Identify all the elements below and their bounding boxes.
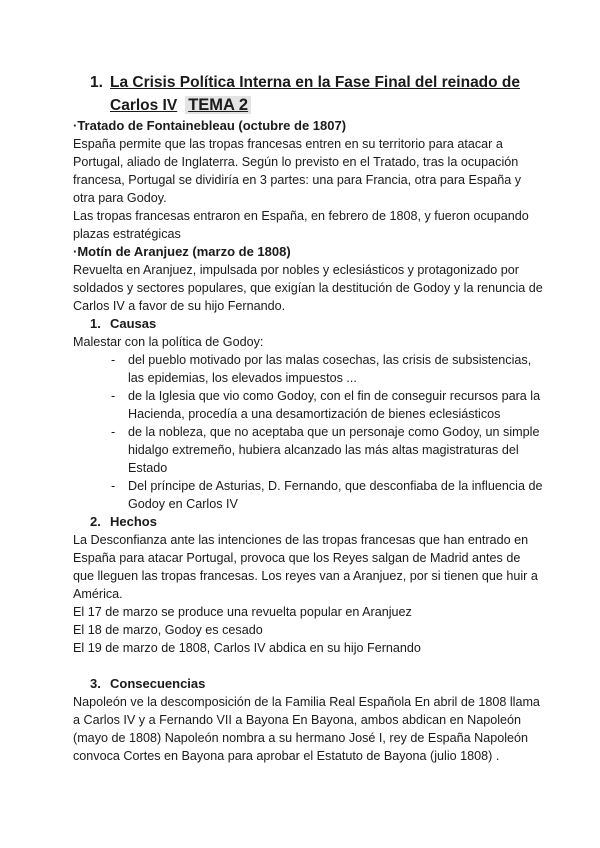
consecuencias-heading [90,675,543,693]
hechos-line-2: El 18 de marzo, Godoy es cesado [73,623,263,637]
hechos-heading [90,513,543,531]
consecuencias-heading-text: Consecuencias [110,676,206,691]
hechos-line-3: El 19 de marzo de 1808, Carlos IV abdica en su hijo Fernando [73,641,421,655]
hechos-number: 2. [90,514,101,529]
list-item: - de la nobleza, que no aceptaba que un personaje como Godoy, un simple hidalgo extremeño, hubiera alcanzado las más altas magistraturas del Estado [111,423,543,477]
title-number: 1. [90,74,103,91]
causas-intro: Malestar con la política de Godoy: [73,335,264,349]
consecuencias-paragraph: Napoleón ve la descomposición de la Familia Real Española En abril de 1808 llama a Carlos IV y a Fernando VII a Bayona En Bayona, ambos abdican en Napoleón (mayo de 1808) Napoleón nombra a su hermano José I, rey de España Napoleón convoca Cortes en Bayona para aprobar el Estatuto de Bayona (julio 1808) . [73,695,540,763]
list-item: - de la Iglesia que vio como Godoy, con el fin de conseguir recursos para la Hacienda, procedía a una desamortización de bienes eclesiásticos [111,387,543,423]
document-title [90,72,543,117]
tratado-paragraph-2: Las tropas francesas entraron en España, en febrero de 1808, y fueron ocupando plazas estratégicas [73,209,529,241]
hechos-line-1: El 17 de marzo se produce una revuelta popular en Aranjuez [73,605,412,619]
tratado-heading: ·Tratado de Fontainebleau (octubre de 1807) [73,118,347,133]
tema-badge: TEMA 2 [185,96,251,114]
causas-heading-text: Causas [110,316,157,331]
causas-list [73,351,543,513]
motin-heading: ·Motín de Aranjuez (marzo de 1808) [73,244,291,259]
title-text-content: La Crisis Política Interna en la Fase Final del reinado de Carlos IV [110,74,521,114]
causas-number: 1. [90,316,101,331]
spacer [73,657,543,675]
consecuencias-number: 3. [90,676,101,691]
hechos-paragraph: La Desconfianza ante las intenciones de las tropas francesas que han entrado en España para atacar Portugal, provoca que los Reyes salgan de Madrid antes de que lleguen las tropas francesas. Los reyes van a Aranjuez, por si tienen que huir a América. [73,533,538,601]
causas-heading [90,315,543,333]
document-page [73,72,543,765]
list-item: - Del príncipe de Asturias, D. Fernando, que desconfiaba de la influencia de Godoy en Carlos IV [111,477,543,513]
tratado-paragraph-1: España permite que las tropas francesas entren en su territorio para atacar a Portugal, aliado de Inglaterra. Según lo previsto en el Tratado, tras la ocupación francesa, Portugal se dividiría en 3 partes: una para Francia, otra para España y otra para Godoy. [73,137,522,205]
motin-paragraph: Revuelta en Aranjuez, impulsada por nobles y eclesiásticos y protagonizado por soldados y sectores populares, que exigían la destitución de Godoy y la renuncia de Carlos IV a favor de su hijo Fernando. [73,263,543,313]
title-text [90,72,543,117]
list-item: - del pueblo motivado por las malas cosechas, las crisis de subsistencias, las epidemias, los elevados impuestos ... [111,351,543,387]
hechos-heading-text: Hechos [110,514,157,529]
